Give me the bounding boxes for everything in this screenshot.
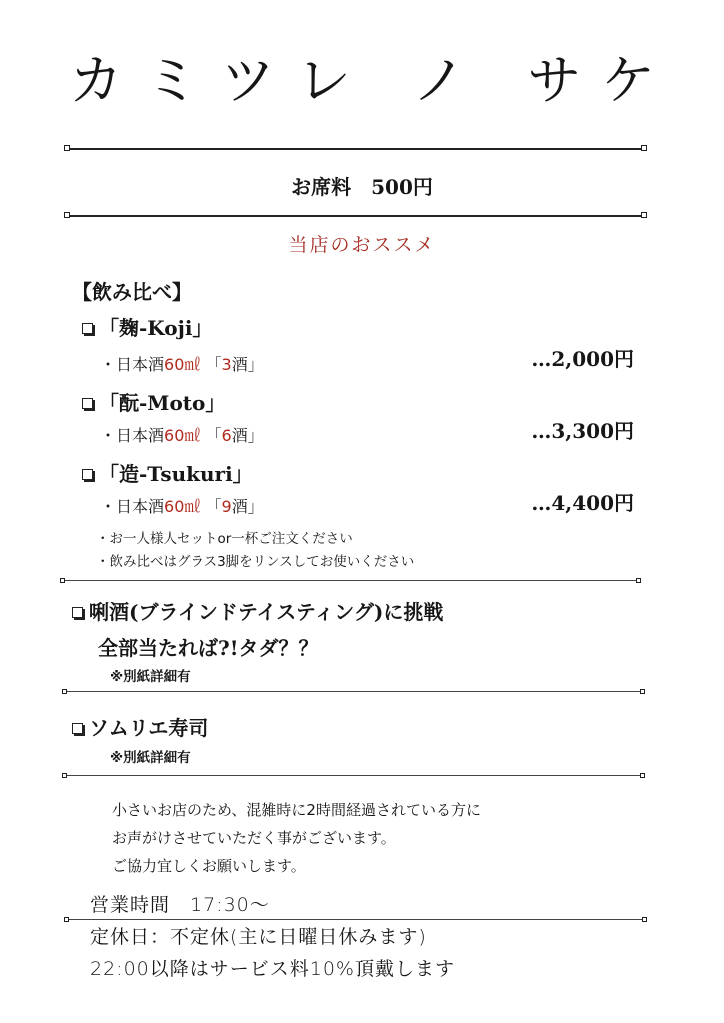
divider-end — [62, 689, 67, 694]
divider — [68, 215, 644, 217]
tasting-note: ・お一人様人セットor一杯ご注文ください — [96, 531, 353, 547]
divider-end — [64, 145, 70, 151]
business-hours: 営業時間 17:30～ — [90, 894, 270, 916]
checkbox-icon — [82, 469, 93, 480]
tasting-item-detail: ・日本酒60㎖ 「3酒」 — [100, 355, 264, 374]
notice-line: お声がけさせていただく事がございます。 — [112, 829, 396, 847]
divider-end — [60, 578, 65, 583]
challenge-subheading: 全部当たれば?!タダ？？ — [98, 636, 319, 660]
checkbox-icon — [82, 323, 93, 334]
tasting-heading: 【飲み比べ】 — [72, 280, 192, 304]
challenge-heading: 唎酒(ブラインドテイスティング)に挑戦 — [72, 596, 443, 625]
checkbox-icon — [72, 607, 83, 618]
closed-days: 定休日：不定休(主に日曜日休みます) — [90, 926, 427, 948]
divider — [64, 580, 638, 581]
challenge-note: ※別紙詳細有 — [110, 669, 191, 685]
notice-line: 小さいお店のため、混雑時に2時間経過されている方に — [112, 801, 481, 819]
shop-title: カミツレ ノ サケ — [68, 49, 678, 112]
divider — [66, 691, 642, 692]
tasting-item-detail: ・日本酒60㎖ 「9酒」 — [100, 497, 264, 516]
checkbox-icon — [72, 723, 83, 734]
tasting-note: ・飲み比べはグラス3脚をリンスしてお使いください — [96, 554, 415, 570]
tasting-item-detail: ・日本酒60㎖ 「6酒」 — [100, 426, 264, 445]
divider — [68, 919, 644, 920]
recommend-heading: 当店のおススメ — [288, 234, 436, 256]
notice-text — [112, 796, 481, 880]
divider-end — [641, 145, 647, 151]
tasting-item-price: …3,300円 — [531, 419, 634, 443]
divider-end — [640, 689, 645, 694]
notice-line: ご協力宜しくお願いします。 — [112, 857, 306, 875]
tasting-item-price: …4,400円 — [531, 491, 634, 515]
checkbox-icon — [82, 398, 93, 409]
divider — [68, 148, 644, 150]
divider-end — [640, 773, 645, 778]
tasting-item-name: 「酛-Moto」 — [82, 387, 225, 416]
tasting-item-name: 「造-Tsukuri」 — [82, 458, 253, 487]
divider-end — [62, 773, 67, 778]
sushi-note: ※別紙詳細有 — [110, 750, 191, 766]
service-charge: 22:00以降はサービス料10%頂戴します — [90, 958, 455, 980]
divider — [66, 775, 642, 776]
divider-end — [64, 917, 69, 922]
tasting-item-price: …2,000円 — [531, 347, 634, 371]
divider-end — [636, 578, 641, 583]
seat-charge: お席料 500円 — [291, 175, 433, 199]
divider-end — [642, 917, 647, 922]
tasting-item-name: 「麹-Koji」 — [82, 312, 212, 341]
divider-end — [641, 212, 647, 218]
divider-end — [64, 212, 70, 218]
sushi-heading: ソムリエ寿司 — [72, 712, 208, 741]
